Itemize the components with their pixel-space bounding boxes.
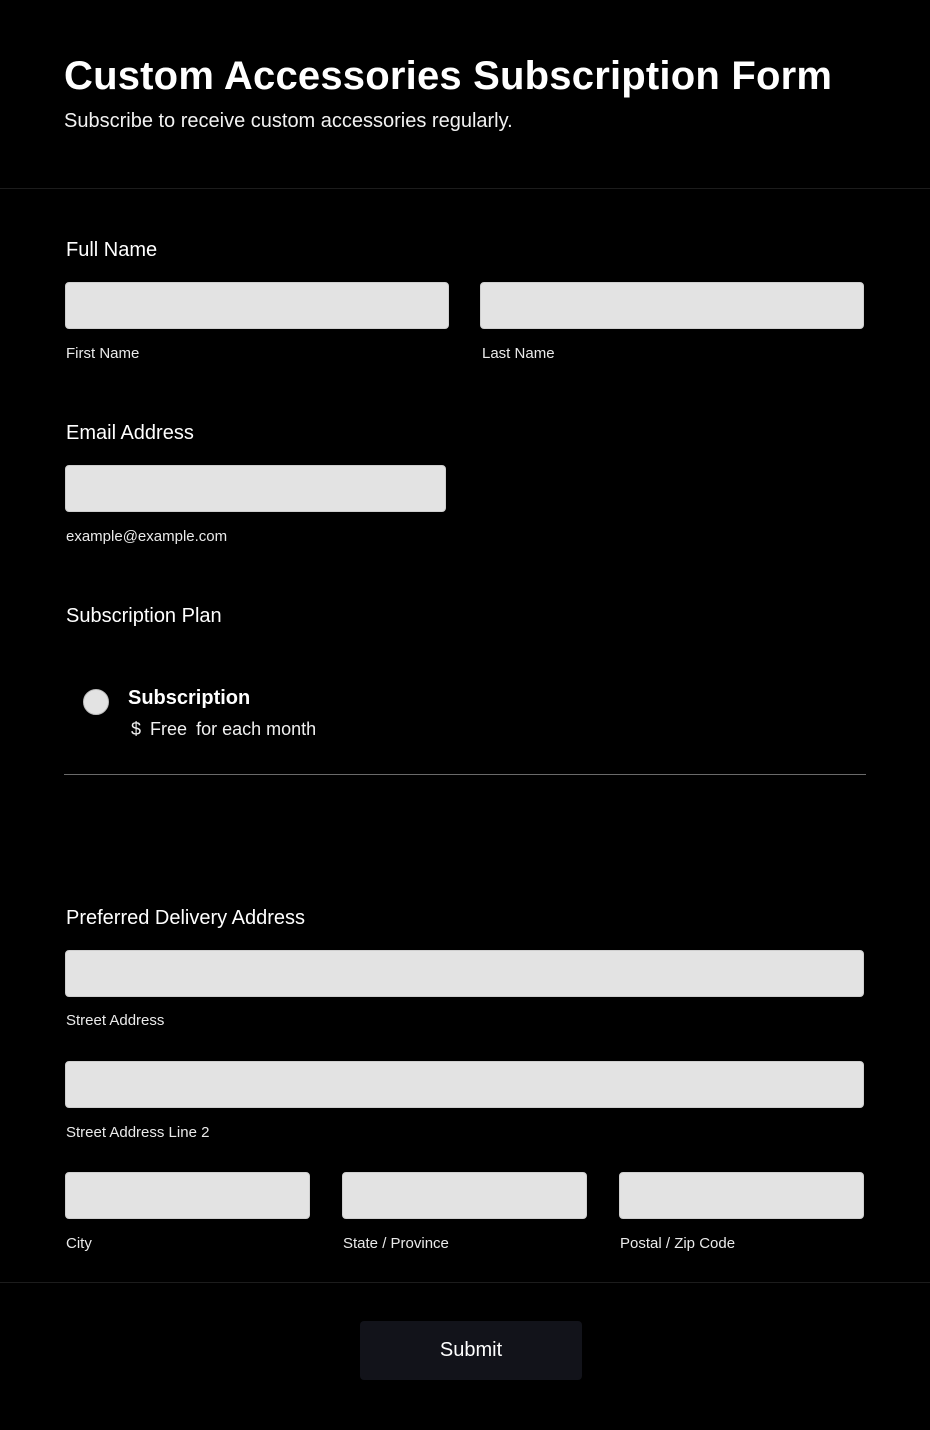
delivery-address-label: Preferred Delivery Address <box>66 907 305 929</box>
state-sublabel: State / Province <box>343 1235 449 1252</box>
street-address-input[interactable] <box>65 950 864 997</box>
price-amount: Free <box>150 719 188 739</box>
form-subtitle: Subscribe to receive custom accessories regularly. <box>64 110 513 132</box>
email-input[interactable] <box>65 465 446 512</box>
street-address-sublabel: Street Address <box>66 1012 165 1029</box>
street-address-line2-sublabel: Street Address Line 2 <box>66 1124 210 1141</box>
footer-divider <box>0 1282 930 1283</box>
city-input[interactable] <box>65 1172 310 1219</box>
subscription-price-line <box>131 719 320 740</box>
form-header <box>0 0 930 189</box>
subscription-plan-label: Subscription Plan <box>66 605 222 627</box>
subscription-radio[interactable] <box>83 689 109 715</box>
last-name-input[interactable] <box>480 282 864 329</box>
city-sublabel: City <box>66 1235 92 1252</box>
price-period: for each month <box>196 719 317 739</box>
price-currency: $ <box>131 719 142 739</box>
email-label: Email Address <box>66 422 194 444</box>
full-name-label: Full Name <box>66 239 158 261</box>
last-name-sublabel: Last Name <box>482 345 555 362</box>
first-name-sublabel: First Name <box>66 345 140 362</box>
zip-input[interactable] <box>619 1172 864 1219</box>
email-hint: example@example.com <box>66 528 228 545</box>
zip-sublabel: Postal / Zip Code <box>620 1235 736 1252</box>
form-title: Custom Accessories Subscription Form <box>64 54 833 98</box>
subscription-option-name: Subscription <box>128 687 251 709</box>
plan-divider <box>64 774 866 775</box>
submit-button[interactable]: Submit <box>360 1321 582 1380</box>
state-input[interactable] <box>342 1172 587 1219</box>
street-address-line2-input[interactable] <box>65 1061 864 1108</box>
first-name-input[interactable] <box>65 282 449 329</box>
